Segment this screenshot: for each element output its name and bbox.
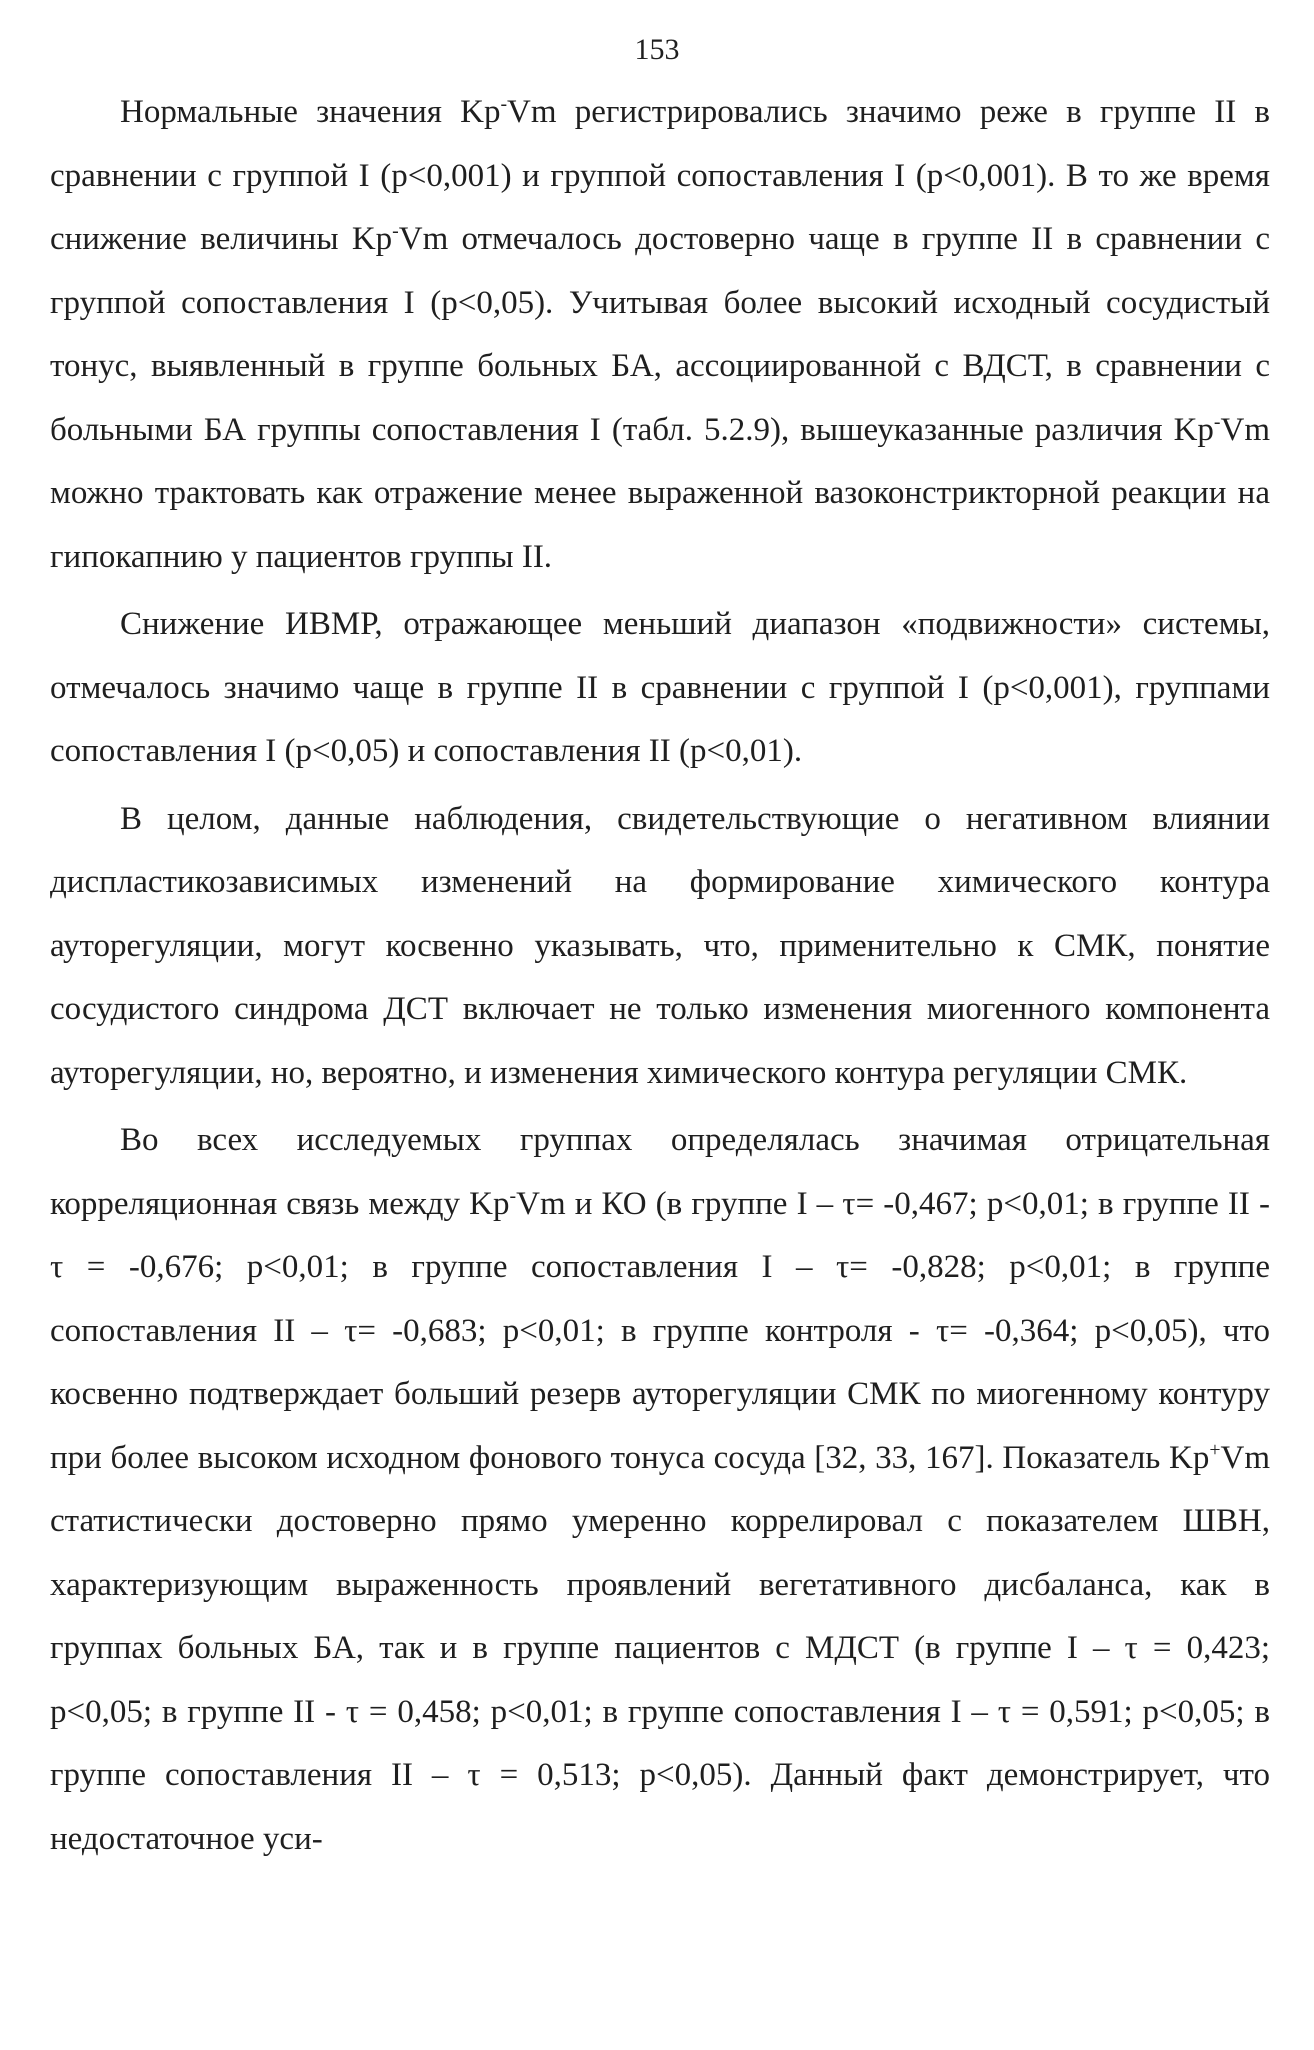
page-number: 153 <box>634 33 680 66</box>
superscript-minus: - <box>500 93 508 116</box>
text-run: Vm можно трактовать как отражение менее выраженной вазоконстрикторной реакции на гипокапнию у пациентов группы II. <box>50 411 1270 575</box>
superscript-plus: + <box>1209 1438 1221 1461</box>
text-run: Vm регистрировались значимо реже в группе II в сравнении с группой I (p<0,001) и группой сопоставления I (p<0,001). В то же время снижение величины Kp <box>50 94 1270 257</box>
text-run: Vm статистически достоверно прямо умеренно коррелировал с показателем ШВН, характеризующим выраженность проявлений вегетативного дисбаланса, как в группах больных БА, так и в группе пациентов с МДСТ (в группе I – τ = 0,423; p<0,05; в группе II - τ = 0,458; p<0,01; в группе сопоставления I – τ = 0,591; p<0,05; в группе сопоставления II – τ = 0,513; p<0,05). Данный факт демонстрирует, что недостаточное уси- <box>50 1439 1270 1857</box>
text-run: Vm и КО (в группе I – τ= -0,467; p<0,01; в группе II - τ = -0,676; p<0,01; в группе сопоставления I – τ= -0,828; p<0,01; в группе сопоставления II – τ= -0,683; p<0,01; в группе контроля - τ= -0,364; p<0,05), что косвенно подтверждает больший резерв ауторегуляции СМК по миогенному контуру при более высоком исходном фонового тонуса сосуда [32, 33, 167]. Показатель Kp <box>50 1185 1270 1476</box>
text-run: Во всех исследуемых группах определялась значимая отрицательная корреляционная связь между Kp <box>50 1122 1270 1222</box>
superscript-minus: - <box>509 1184 517 1207</box>
text-run: Нормальные значения Kp <box>120 94 501 130</box>
text-run: Снижение ИВМР, отражающее меньший диапазон «подвижности» системы, отмечалось значимо чаще в группе II в сравнении с группой I (p<0,001), группами сопоставления I (p<0,05) и сопоставления II (p<0,01). <box>50 606 1270 769</box>
superscript-minus: - <box>1213 410 1221 433</box>
paragraph-ivmr-decrease <box>50 593 1270 784</box>
text-run: Vm отмечалось достоверно чаще в группе II в сравнении с группой сопоставления I (p<0,05). Учитывая более высокий исходный сосудистый тонус, выявленный в группе больных БА, ассоциированной с ВДСТ, в сравнении с больными БА группы сопоставления I (табл. 5.2.9), вышеуказанные различия Kp <box>50 221 1270 448</box>
text-run: В целом, данные наблюдения, свидетельствующие о негативном влиянии диспластикозависимых изменений на формирование химического контура ауторегуляции, могут косвенно указывать, что, применительно к СМК, понятие сосудистого синдрома ДСТ включает не только изменения миогенного компонента ауторегуляции, но, вероятно, и изменения химического контура регуляции СМК. <box>50 800 1270 1091</box>
paragraph-correlation-analysis <box>50 1109 1270 1871</box>
paragraph-overall-observations <box>50 788 1270 1106</box>
paragraph-kp-vm-normal-values <box>50 81 1270 589</box>
body-text <box>50 81 1270 1871</box>
superscript-minus: - <box>392 220 399 243</box>
